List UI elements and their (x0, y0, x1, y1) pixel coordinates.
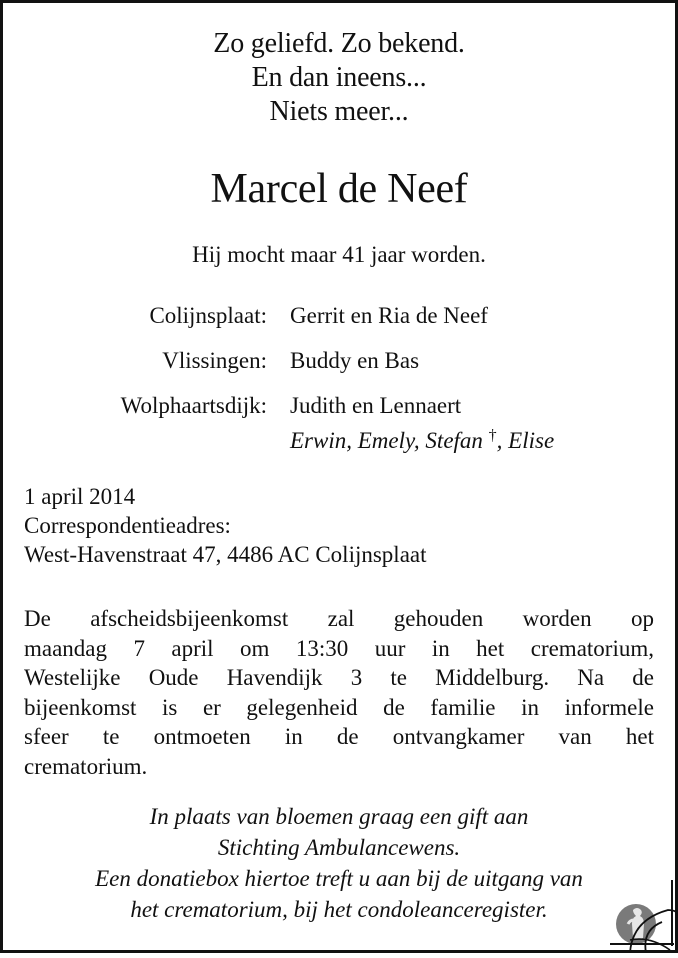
family-list (0, 300, 678, 453)
donation-line: het crematorium, bij het condoleanceregister. (130, 897, 548, 922)
ceremony-paragraph (24, 604, 654, 781)
family-names: Gerrit en Ria de Neef (290, 303, 488, 328)
grandchildren-after-cross: , Elise (496, 428, 555, 453)
donation-note (0, 801, 678, 925)
family-row (0, 390, 678, 453)
correspondence-label: Correspondentieadres: (24, 513, 231, 538)
family-names: Buddy en Bas (290, 348, 420, 373)
correspondence-block (24, 482, 427, 569)
ceremony-line: De afscheidsbijeenkomst zal gehouden worden op (24, 606, 654, 631)
ceremony-line: sfeer te ontmoeten in de ontvangkamer van het (24, 724, 654, 749)
donation-line: In plaats van bloemen graag een gift aan (149, 804, 529, 829)
family-names: Judith en Lennaert (290, 393, 462, 418)
ceremony-line: bijeenkomst is er gelegenheid de familie in informele (24, 694, 654, 720)
ceremony-line: maandag 7 april om 13:30 uur in het crematorium, (24, 635, 654, 661)
ceremony-line: crematorium. (24, 753, 148, 779)
family-place: Vlissingen: (162, 348, 267, 373)
donation-line: Een donatiebox hiertoe treft u aan bij de uitgang van (95, 866, 583, 891)
donation-line: Stichting Ambulancewens. (217, 835, 461, 860)
notice-date: 1 april 2014 (24, 484, 136, 509)
funeral-director-logo-icon (610, 880, 678, 953)
deceased-name: Marcel de Neef (210, 166, 468, 212)
motto (0, 27, 678, 129)
grandchildren-before-cross: Erwin, Emely, Stefan (290, 428, 489, 453)
motto-line: En dan ineens... (251, 62, 427, 93)
grandchildren-names (290, 420, 554, 456)
motto-line: Zo geliefd. Zo bekend. (213, 28, 465, 59)
family-row (0, 345, 678, 376)
family-place: Colijnsplaat: (149, 303, 267, 328)
correspondence-address: West-Havenstraat 47, 4486 AC Colijnsplaat (24, 542, 427, 567)
family-place: Wolphaartsdijk: (120, 393, 267, 418)
motto-line: Niets meer... (269, 96, 409, 127)
ceremony-line: Westelijke Oude Havendijk 3 te Middelburg. Na de (24, 665, 654, 690)
deceased-cross-icon: † (488, 427, 497, 444)
age-line: Hij mocht maar 41 jaar worden. (192, 242, 486, 267)
family-row (0, 300, 678, 331)
